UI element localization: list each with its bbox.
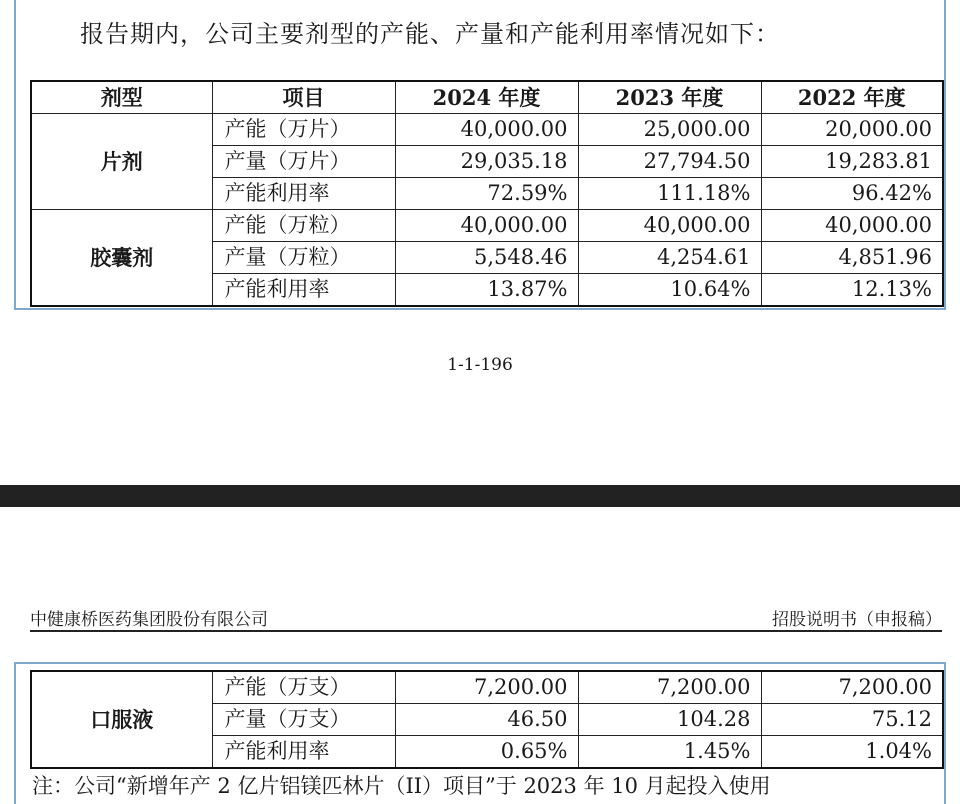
- table-row: [31, 210, 943, 242]
- cell-2022: 96.42%: [761, 178, 943, 210]
- page-border-top: [14, 662, 946, 664]
- table-header-row: [31, 81, 943, 114]
- table-row: [31, 671, 943, 704]
- page-border-bottom: [14, 308, 946, 310]
- row-item: 产量（万支）: [212, 704, 395, 736]
- cell-2023: 4,254.61: [578, 242, 761, 274]
- table-footnote: 注：公司“新增年产 2 亿片铝镁匹林片（II）项目”于 2023 年 10 月起投入使用: [32, 774, 771, 798]
- row-item: 产能利用率: [212, 178, 395, 210]
- row-item: 产能利用率: [212, 736, 395, 769]
- header-2024: 2024 年度: [395, 81, 578, 114]
- cell-2022: 40,000.00: [761, 210, 943, 242]
- header-document-type: 招股说明书（申报稿）: [772, 610, 942, 630]
- cell-2024: 7,200.00: [395, 671, 578, 704]
- cell-2022: 19,283.81: [761, 146, 943, 178]
- header-item: 项目: [212, 81, 395, 114]
- header-rule: [30, 630, 942, 632]
- row-item: 产能（万片）: [212, 114, 395, 146]
- table-row: [31, 114, 943, 146]
- header-2023: 2023 年度: [578, 81, 761, 114]
- page-number: 1-1-196: [447, 355, 513, 375]
- row-item: 产能（万粒）: [212, 210, 395, 242]
- cell-2023: 10.64%: [578, 274, 761, 307]
- header-company-name: 中健康桥医药集团股份有限公司: [30, 610, 268, 630]
- cell-2023: 25,000.00: [578, 114, 761, 146]
- header-dosage-form: 剂型: [31, 81, 212, 114]
- cell-2023: 7,200.00: [578, 671, 761, 704]
- row-item: 产能利用率: [212, 274, 395, 307]
- cell-2023: 27,794.50: [578, 146, 761, 178]
- cell-2024: 29,035.18: [395, 146, 578, 178]
- cell-2024: 13.87%: [395, 274, 578, 307]
- cell-2022: 20,000.00: [761, 114, 943, 146]
- cell-2024: 0.65%: [395, 736, 578, 769]
- cell-2024: 40,000.00: [395, 114, 578, 146]
- cell-2022: 12.13%: [761, 274, 943, 307]
- cell-2023: 1.45%: [578, 736, 761, 769]
- row-item: 产能（万支）: [212, 671, 395, 704]
- cell-2023: 104.28: [578, 704, 761, 736]
- page-border-left: [14, 0, 16, 310]
- cell-2024: 72.59%: [395, 178, 578, 210]
- intro-paragraph: 报告期内，公司主要剂型的产能、产量和产能利用率情况如下：: [80, 20, 780, 48]
- page-border-left: [14, 662, 16, 804]
- cell-2024: 5,548.46: [395, 242, 578, 274]
- cell-2022: 7,200.00: [761, 671, 943, 704]
- cell-2022: 4,851.96: [761, 242, 943, 274]
- page-divider: [0, 485, 960, 507]
- cell-2024: 40,000.00: [395, 210, 578, 242]
- cell-2022: 1.04%: [761, 736, 943, 769]
- capacity-table-continued: [30, 670, 944, 769]
- page-border-right: [944, 0, 946, 310]
- category-oral-liquid: 口服液: [31, 671, 212, 768]
- category-capsule: 胶囊剂: [31, 210, 212, 307]
- row-item: 产量（万片）: [212, 146, 395, 178]
- cell-2024: 46.50: [395, 704, 578, 736]
- cell-2023: 111.18%: [578, 178, 761, 210]
- cell-2022: 75.12: [761, 704, 943, 736]
- category-tablet: 片剂: [31, 114, 212, 210]
- row-item: 产量（万粒）: [212, 242, 395, 274]
- capacity-table: [30, 80, 944, 307]
- cell-2023: 40,000.00: [578, 210, 761, 242]
- header-2022: 2022 年度: [761, 81, 943, 114]
- page-border-right: [944, 662, 946, 804]
